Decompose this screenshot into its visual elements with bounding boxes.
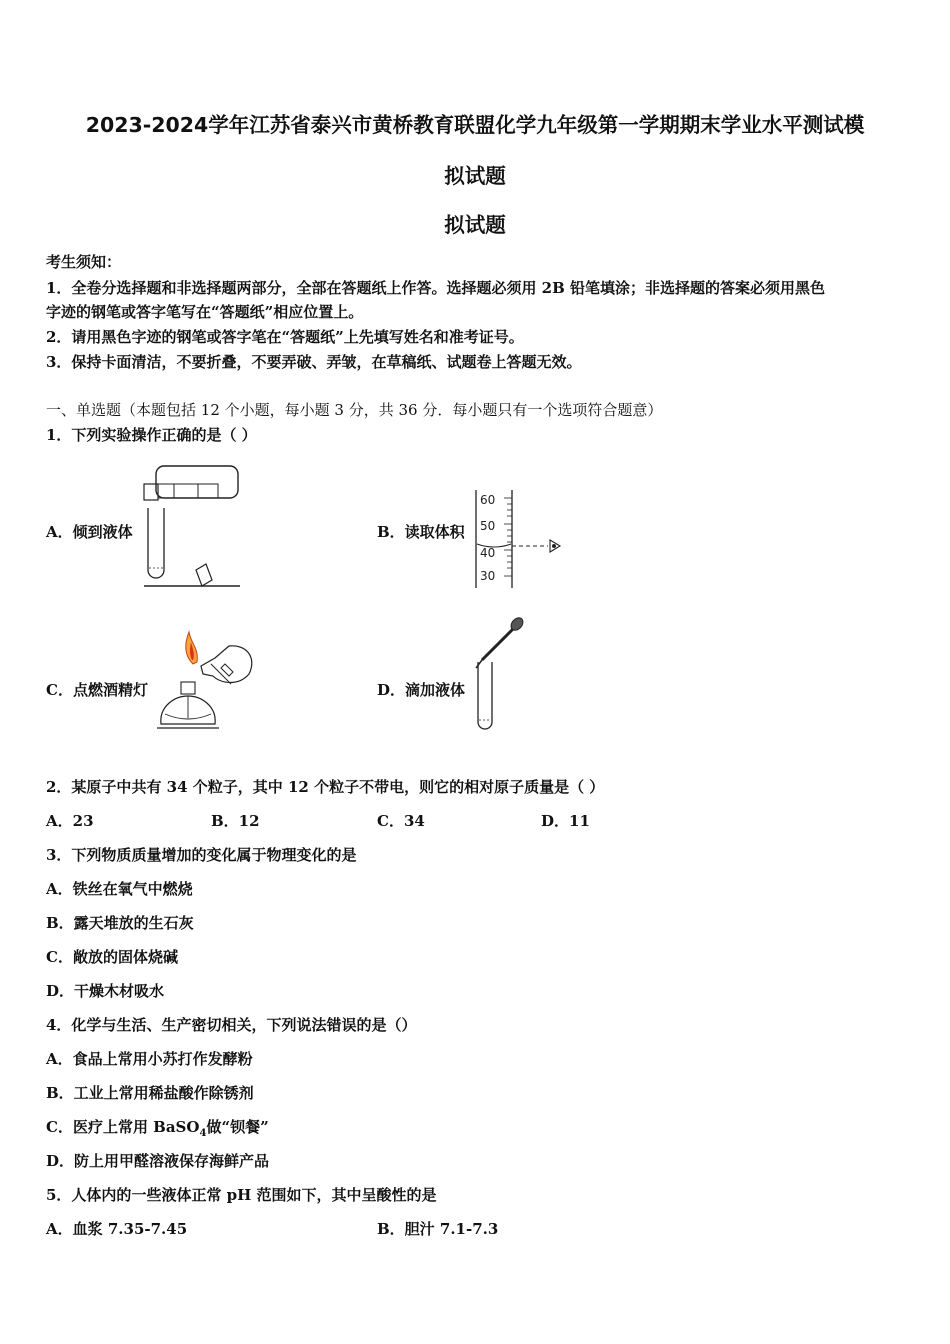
notice-item-1-cont: 字迹的钢笔或答字笔写在“答题纸”相应位置上。	[46, 303, 364, 321]
q1-option-a: A．倾到液体	[46, 523, 133, 541]
notice-item-1: 1．全卷分选择题和非选择题两部分，全部在答题纸上作答。选择题必须用 2B 铅笔填涂；非选择题的答案必须用黑色	[46, 279, 826, 297]
notice-item-3: 3．保持卡面清洁，不要折叠，不要弄破、弄皱，在草稿纸、试题卷上答题无效。	[46, 353, 582, 371]
q3-option-b: B．露天堆放的生石灰	[46, 914, 194, 932]
q5-stem: 5．人体内的一些液体正常 pH 范围如下，其中呈酸性的是	[46, 1186, 437, 1204]
section-heading: 一、单选题（本题包括 12 个小题，每小题 3 分，共 36 分．每小题只有一个选项符合题意）	[46, 401, 663, 419]
q2-option-b: B．12	[211, 812, 260, 830]
q3-stem: 3．下列物质质量增加的变化属于物理变化的是	[46, 846, 357, 864]
q4-option-b: B．工业上常用稀盐酸作除锈剂	[46, 1084, 254, 1102]
q4-stem: 4．化学与生活、生产密切相关，下列说法错误的是（）	[46, 1016, 417, 1034]
q3-option-a: A．铁丝在氧气中燃烧	[46, 880, 193, 898]
q1-option-c: C．点燃酒精灯	[46, 681, 148, 699]
notice-item-2: 2．请用黑色字迹的钢笔或答字笔在“答题纸”上先填写姓名和准考证号。	[46, 328, 524, 346]
q4-option-a: A．食品上常用小苏打作发酵粉	[46, 1050, 253, 1068]
q5-option-b: B．胆汁 7.1-7.3	[377, 1220, 499, 1238]
q1-stem: 1．下列实验操作正确的是（ ）	[46, 426, 257, 444]
cylinder-tick-40: 40	[480, 546, 496, 560]
cylinder-tick-50: 50	[480, 519, 496, 533]
q3-option-c: C．敞放的固体烧碱	[46, 948, 178, 966]
notice-heading: 考生须知：	[46, 253, 122, 271]
page-title: 2023-2024学年江苏省泰兴市黄桥教育联盟化学九年级第一学期期末学业水平测试模	[85, 113, 865, 137]
q2-option-a: A．23	[46, 812, 94, 830]
cylinder-tick-30: 30	[480, 569, 496, 583]
q5-option-a: A．血浆 7.35-7.45	[46, 1220, 188, 1238]
dropper-figure	[472, 616, 532, 736]
measuring-cylinder-figure	[470, 488, 580, 592]
q2-option-d: D．11	[541, 812, 590, 830]
q4-option-c-sub: 4	[199, 1128, 207, 1139]
q2-option-c: C．34	[377, 812, 425, 830]
q4-option-c	[46, 1117, 269, 1144]
q1-option-d: D．滴加液体	[377, 681, 466, 699]
q4-option-c-post: 做“钡餐”	[206, 1118, 269, 1136]
alcohol-lamp-figure	[155, 628, 260, 738]
q4-option-d: D．防上用甲醛溶液保存海鲜产品	[46, 1152, 270, 1170]
page-subtitle: 拟试题	[444, 213, 506, 237]
q3-option-d: D．干燥木材吸水	[46, 982, 165, 1000]
pour-liquid-figure	[140, 458, 250, 593]
q4-option-c-pre: C．医疗上常用 BaSO	[46, 1118, 200, 1136]
cylinder-tick-60: 60	[480, 493, 496, 507]
q2-stem: 2．某原子中共有 34 个粒子，其中 12 个粒子不带电，则它的相对原子质量是（ ）	[46, 778, 605, 796]
page-title-continued: 拟试题	[444, 164, 506, 188]
q1-option-b: B．读取体积	[377, 523, 465, 541]
